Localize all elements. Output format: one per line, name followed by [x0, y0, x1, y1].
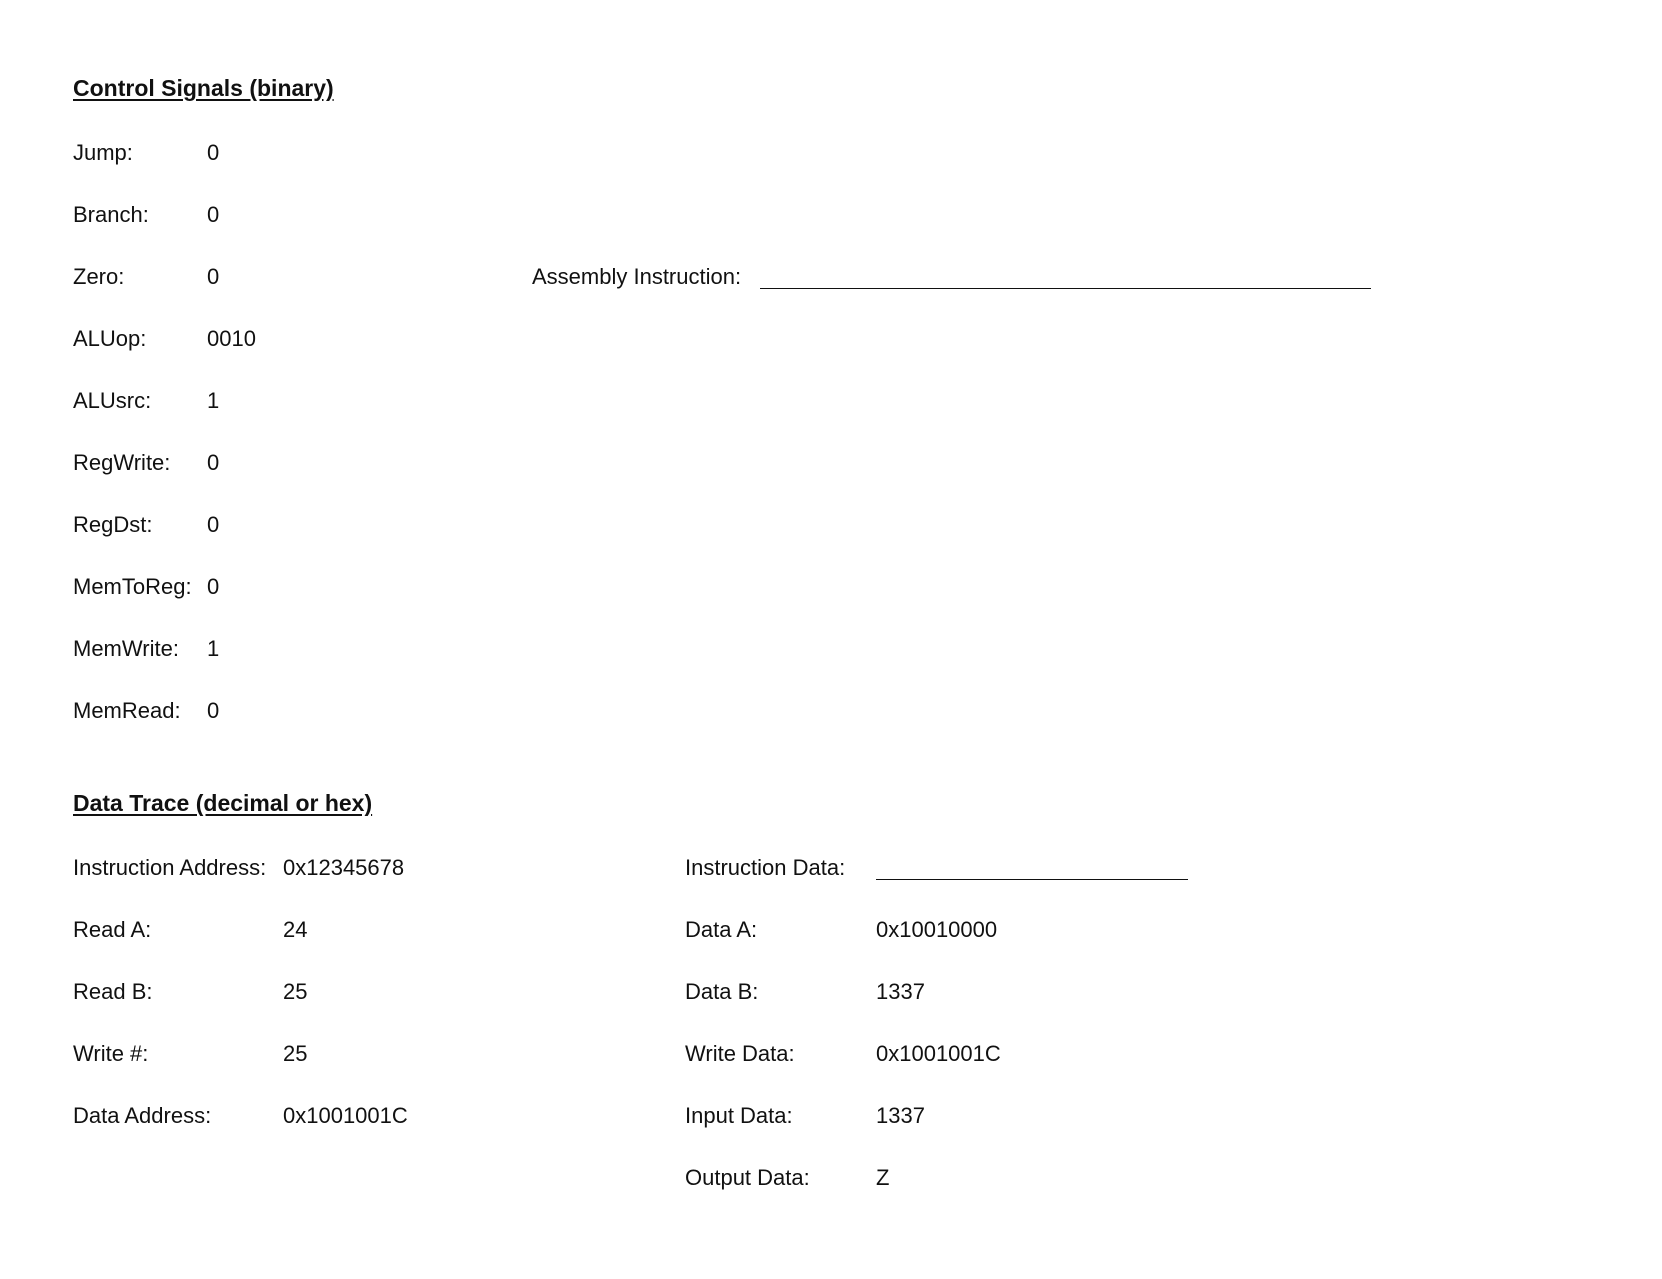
trace-value-instruction-address: 0x12345678 [283, 855, 405, 880]
trace-value-input-data: 1337 [876, 1103, 925, 1128]
signal-label-regdst: RegDst: [73, 512, 153, 537]
trace-value-read-a: 24 [283, 917, 308, 942]
trace-label-data-a: Data A: [685, 917, 758, 942]
signal-value-regdst: 0 [207, 512, 220, 537]
signal-label-branch: Branch: [73, 202, 149, 227]
signal-value-alusrc: 1 [207, 388, 220, 413]
assembly-instruction-label: Assembly Instruction: [532, 264, 742, 289]
assembly-instruction-blank[interactable] [760, 270, 1371, 289]
trace-label-data-b: Data B: [685, 979, 759, 1004]
trace-label-write-number: Write #: [73, 1041, 149, 1066]
trace-value-instruction-data[interactable] [876, 861, 1188, 880]
signal-value-memread: 0 [207, 698, 220, 723]
signal-value-regwrite: 0 [207, 450, 220, 475]
signal-value-zero: 0 [207, 264, 220, 289]
signal-label-memread: MemRead: [73, 698, 181, 723]
trace-label-input-data: Input Data: [685, 1103, 793, 1128]
trace-label-data-address: Data Address: [73, 1103, 212, 1128]
data-trace-heading: Data Trace (decimal or hex) [73, 790, 373, 816]
trace-value-write-number: 25 [283, 1041, 308, 1066]
trace-label-read-a: Read A: [73, 917, 152, 942]
trace-value-read-b: 25 [283, 979, 308, 1004]
trace-value-data-address: 0x1001001C [283, 1103, 408, 1128]
signal-value-memwrite: 1 [207, 636, 220, 661]
trace-label-output-data: Output Data: [685, 1165, 810, 1190]
trace-value-data-b: 1337 [876, 979, 925, 1004]
trace-label-instruction-data: Instruction Data: [685, 855, 846, 880]
signal-label-aluop: ALUop: [73, 326, 147, 351]
signal-label-alusrc: ALUsrc: [73, 388, 152, 413]
trace-value-output-data: Z [876, 1165, 890, 1190]
signal-value-branch: 0 [207, 202, 220, 227]
signal-label-memwrite: MemWrite: [73, 636, 179, 661]
signal-value-jump: 0 [207, 140, 220, 165]
trace-label-read-b: Read B: [73, 979, 153, 1004]
trace-value-data-a: 0x10010000 [876, 917, 998, 942]
signal-value-aluop: 0010 [207, 326, 256, 351]
signal-value-memtoreg: 0 [207, 574, 220, 599]
control-signals-heading: Control Signals (binary) [73, 75, 334, 101]
signal-label-jump: Jump: [73, 140, 133, 165]
trace-label-instruction-address: Instruction Address: [73, 855, 267, 880]
signal-label-regwrite: RegWrite: [73, 450, 171, 475]
trace-value-write-data: 0x1001001C [876, 1041, 1001, 1066]
signal-label-zero: Zero: [73, 264, 125, 289]
trace-label-write-data: Write Data: [685, 1041, 795, 1066]
signal-label-memtoreg: MemToReg: [73, 574, 192, 599]
